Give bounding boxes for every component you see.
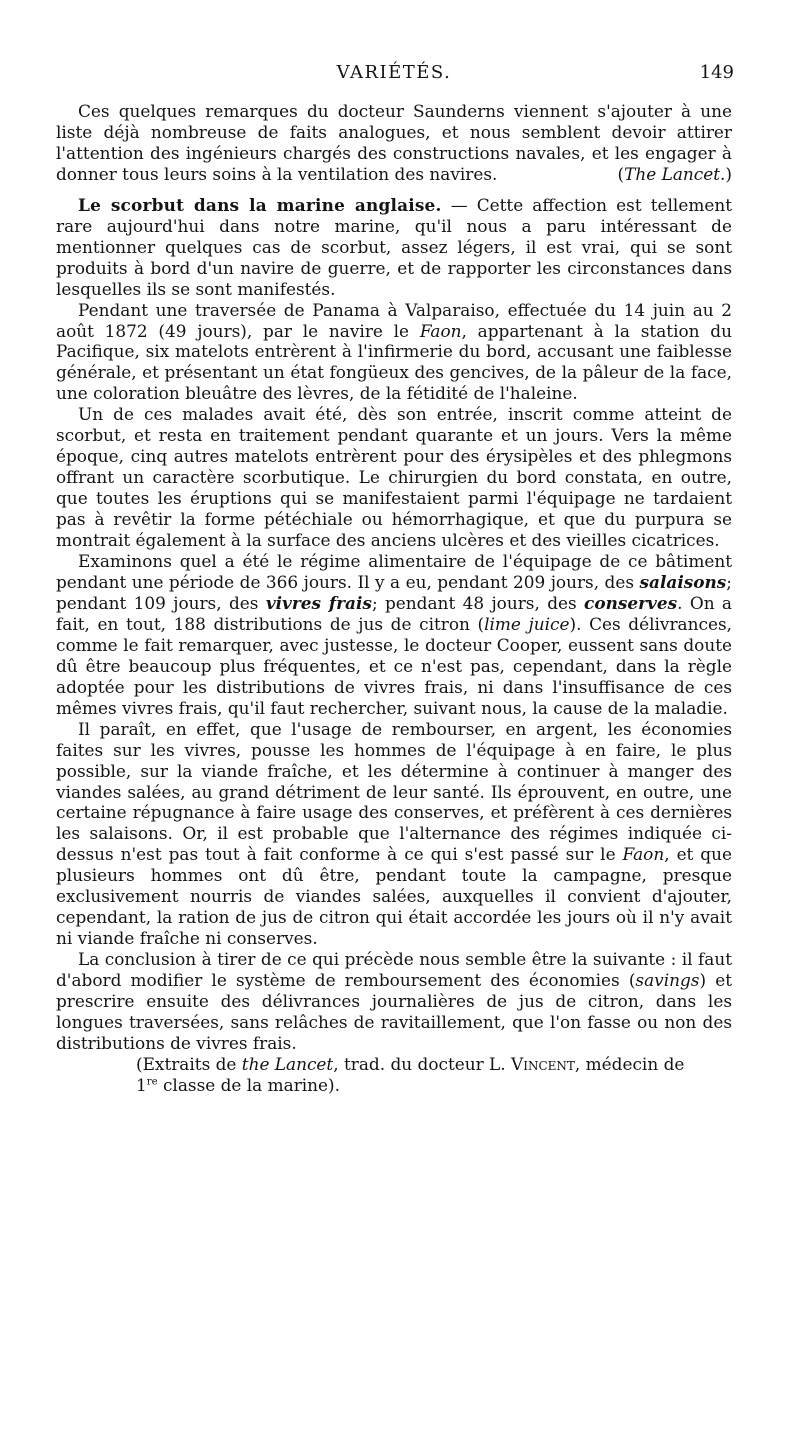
term-vivres-frais: vivres frais — [265, 592, 372, 613]
intro-text: Ces quelques remarques du docteur Saunderns viennent s'ajouter à une liste déjà nombreuse de faits analogues, et nous semblent devoir attirer l'attention des ingénieurs chargés des constructions navales, et les engager à donner tous leurs soins à la ventilation des navires. — [56, 101, 732, 184]
term-salaisons: salaisons — [639, 571, 727, 592]
term-savings: savings — [635, 970, 700, 991]
section-paragraph-4: Examinons quel a été le régime alimentaire de l'équipage de ce bâtiment pendant une période de 366 jours. Il y a eu, pendant 209 jours, des salaisons; pendant 109 jours, des vivres frais; pendant 48 jours, des conserves. On a fait, en tout, 188 distributions de jus de citron (lime juice). Ces délivrances, comme le fait remarquer, avec justesse, le docteur Cooper, eussent sans doute dû être beaucoup plus fréquentes, et ce n'est pas, cependant, dans la règle adoptée pour les distributions de vivres frais, ni dans l'insuffisance de ces mêmes vivres frais, qu'il faut rechercher, suivant nous, la cause de la maladie. — [56, 551, 733, 718]
page-number: 149 — [699, 62, 734, 83]
intro-paragraph — [56, 101, 732, 185]
page-header — [54, 62, 734, 88]
intro-source-title: The Lancet. — [624, 163, 726, 184]
running-title: VARIÉTÉS. — [336, 62, 452, 83]
article-body — [56, 101, 732, 1096]
section-title: Le scorbut dans la marine anglaise. — [78, 194, 442, 215]
ship-name: Faon — [419, 320, 462, 341]
term-conserves: conserves — [584, 592, 678, 613]
section-paragraph-5: Il paraît, en effet, que l'usage de rembourser, en argent, les économies faites sur les vivres, pousse les hommes de l'équipage à en faire, le plus possible, sur la viande fraîche, et les détermine à continuer à manger des viandes salées, au grand détriment de leur santé. Ils éprouvent, en outre, une certaine répugnance à faire usage des conserves, et préfèrent à ces dernières les salaisons. Or, il est probable que l'alternance des régimes indiquée ci-dessus n'est pas tout à fait conforme à ce qui s'est passé sur le Faon, et que plusieurs hommes ont dû être, pendant toute la campagne, presque exclusivement nourris de viandes salées, auxquelles il convient d'ajouter, cependant, la ration de jus de citron qui était accordée les jours où il n'y avait ni viande fraîche ni conserves. — [56, 718, 732, 949]
section-paragraph-1 — [56, 195, 732, 300]
section-title-dash: — — [441, 194, 477, 215]
extract-journal: the Lancet — [241, 1053, 334, 1074]
section-paragraph-2: Pendant une traversée de Panama à Valparaiso, effectuée du 14 juin au 2 août 1872 (49 jours), par le navire le Faon, appartenant à la station du Pacifique, six matelots entrèrent à l'infirmerie du bord, accusant une faiblesse générale, et présentant un état fongüeux des gencives, de la pâleur de la face, une coloration bleuâtre des lèvres, de la fétidité de l'haleine. — [56, 299, 732, 404]
extract-credit: (Extraits de the Lancet, trad. du docteur L. Vincent, médecin de 1re classe de la marine). — [136, 1053, 685, 1095]
ship-name: Faon — [622, 844, 665, 865]
extract-translator: Vincent — [511, 1053, 575, 1074]
section-paragraph-3: Un de ces malades avait été, dès son entrée, inscrit comme atteint de scorbut, et resta en traitement pendant quarante et un jours. Vers la même époque, cinq autres matelots entrèrent pour des érysipèles et des phlegmons offrant un caractère scorbutique. Le chirurgien du bord constata, en outre, que toutes les éruptions qui se manifestaient parmi l'équipage ne tardaient pas à revêtir la forme pétéchiale ou hémorrhagique, et que du purpura se montrait également à la surface des anciens ulcères et des vieilles cicatrices. — [56, 404, 732, 551]
section-p1-text: Cette affection est tellement rare aujourd'hui dans notre marine, qu'il nous a paru intéressant de mentionner quelques cas de scorbut, assez légers, il est vrai, qui se sont produits à bord d'un navire de guerre, et de rapporter les circonstances dans lesquelles ils se sont manifestés. — [56, 194, 732, 299]
term-lime-juice: lime juice — [484, 613, 570, 634]
section-paragraph-6: La conclusion à tirer de ce qui précède nous semble être la suivante : il faut d'abord modifier le système de remboursement des économies (savings) et prescrire ensuite des délivrances journalières de jus de citron, dans les longues traversées, sans relâches de ravitaillement, que l'on fasse ou non des distributions de vivres frais. — [56, 949, 732, 1053]
intro-source: (The Lancet.) — [617, 163, 732, 184]
